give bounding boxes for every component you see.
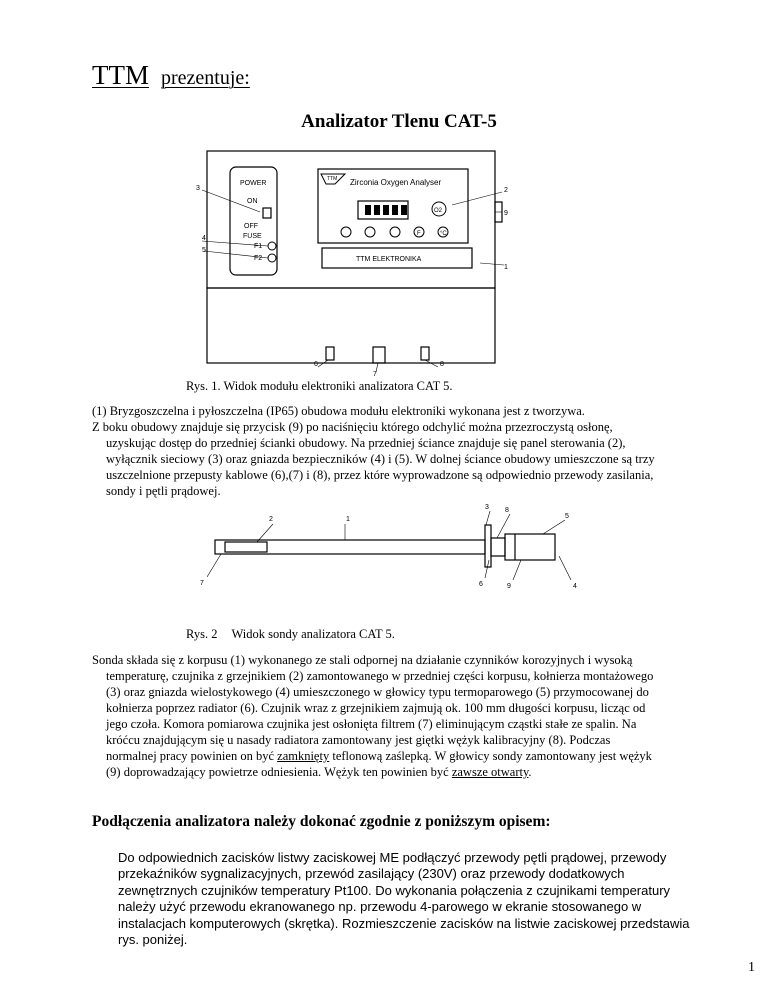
paragraph-line: Sonda składa się z korpusu (1) wykonanego ze stali odpornej na działanie czynników korozyjnych i wysoką bbox=[92, 653, 633, 667]
figure2-caption-text: Widok sondy analizatora CAT 5. bbox=[231, 627, 395, 641]
paragraph-line: Z boku obudowy znajduje się przycisk (9) po naciśnięciu którego odchylić można przezroczystą osłonę, bbox=[92, 420, 613, 434]
probe-callout-1: 1 bbox=[346, 516, 350, 523]
paragraph-line: uszczelnione przepusty kablowe (6),(7) i (8), przez które wyprowadzone są odpowiednio przewody zasilania, bbox=[106, 468, 654, 482]
panel-title: Zirconia Oxygen Analyser bbox=[350, 178, 442, 187]
paragraph-line: (9) doprowadzający powietrze odniesienia. Wężyk ten powinien być zawsze otwarty. bbox=[106, 765, 532, 779]
paragraph-line: wyłącznik sieciowy (3) oraz gniazda bezpieczników (4) i (5). W dolnej ściance obudowy umieszczone są trzy bbox=[106, 452, 655, 466]
probe-callout-3: 3 bbox=[485, 504, 489, 511]
callout-6: 6 bbox=[314, 361, 318, 368]
paragraph-line: uzyskując dostęp do przedniej ścianki obudowy. Na przedniej ściance znajduje się panel sterowania (2), bbox=[106, 436, 626, 450]
paragraph-line: normalnej pracy powinien on być zamknięty teflonową zaślepką. W głowicy sondy zamontowany jest wężyk bbox=[106, 749, 652, 763]
header-subtitle: prezentuje: bbox=[161, 67, 250, 89]
paragraph-line: jego czoła. Komora pomiarowa czujnika jest osłonięta filtrem (7) eliminującym cząstki stałe ze spalin. Na bbox=[106, 717, 637, 731]
panel-logo: TTM bbox=[327, 176, 338, 182]
key-f-label: F bbox=[417, 231, 421, 237]
probe-callout-2: 2 bbox=[269, 516, 273, 523]
probe-callout-8: 8 bbox=[505, 507, 509, 514]
f1-label: F1 bbox=[254, 243, 263, 250]
paragraph-line: kołnierza poprzez radiator (6). Czujnik wraz z grzejnikiem zajmują ok. 100 mm długości korpusu, licząc od bbox=[106, 701, 646, 715]
probe-callout-9: 9 bbox=[507, 583, 511, 590]
probe-radiator bbox=[491, 538, 505, 556]
probe-flange bbox=[485, 525, 491, 567]
probe-callout-4: 4 bbox=[573, 583, 577, 590]
figure-probe bbox=[185, 500, 595, 600]
company-label: TTM ELEKTRONIKA bbox=[356, 256, 422, 263]
callout-5: 5 bbox=[202, 247, 206, 254]
paragraph-line: króćcu znajdującym się u nasady radiatora zamontowany jest giętki wężyk kalibracyjny (8). Podczas bbox=[106, 733, 611, 747]
figure1-caption: Rys. 1. Widok modułu elektroniki analizatora CAT 5. bbox=[186, 379, 453, 393]
figure2-caption-number: Rys. 2 bbox=[186, 627, 218, 641]
figure-electronics-module bbox=[190, 145, 530, 380]
probe-head bbox=[505, 534, 555, 560]
callout-4: 4 bbox=[202, 235, 206, 242]
paragraph-line: sondy i pętli prądowej. bbox=[106, 484, 221, 498]
key-c-label: °C bbox=[440, 231, 447, 237]
probe-callout-7: 7 bbox=[200, 580, 204, 587]
power-label: POWER bbox=[240, 180, 267, 187]
document-title: Analizator Tlenu CAT-5 bbox=[301, 111, 497, 132]
emphasis-closed: zamknięty bbox=[277, 749, 330, 763]
emphasis-always-open: zawsze otwarty bbox=[451, 765, 529, 779]
o2-label: O2 bbox=[434, 208, 443, 214]
probe-sensor bbox=[225, 542, 267, 552]
page-header bbox=[92, 60, 250, 91]
callout-9: 9 bbox=[504, 210, 508, 217]
page-number: 1 bbox=[748, 960, 755, 975]
callout-2a: 2 bbox=[504, 187, 508, 194]
callout-8: 8 bbox=[440, 361, 444, 368]
callout-7: 7 bbox=[373, 371, 377, 378]
probe-callout-6: 6 bbox=[479, 581, 483, 588]
probe-callout-5: 5 bbox=[565, 513, 569, 520]
fuse-label: FUSE bbox=[243, 233, 262, 240]
callout-3: 3 bbox=[196, 185, 200, 192]
off-label: OFF bbox=[244, 223, 258, 230]
on-label: ON bbox=[247, 198, 258, 205]
callout-1: 1 bbox=[504, 264, 508, 271]
figure2-caption bbox=[186, 627, 395, 642]
brand-name: TTM bbox=[92, 60, 149, 90]
f2-label: F2 bbox=[254, 255, 263, 262]
paragraph-line: (3) oraz gniazda wielostykowego (4) umieszczonego w głowicy typu termoparowego (5) przymocowanej do bbox=[106, 685, 649, 699]
paragraph-probe bbox=[92, 652, 732, 780]
enclosure-lower bbox=[207, 288, 495, 363]
paragraph-line: temperaturę, czujnika z grzejnikiem (2) zamontowanego w przedniej części korpusu, kołnierza montażowego bbox=[106, 669, 654, 683]
paragraph-line: (1) Bryzgoszczelna i pyłoszczelna (IP65) obudowa modułu elektroniki wykonana jest z tworzywa. bbox=[92, 404, 585, 418]
section-heading: Podłączenia analizatora należy dokonać zgodnie z poniższym opisem: bbox=[92, 813, 551, 830]
connection-note: Do odpowiednich zacisków listwy zaciskowej ME podłączyć przewody pętli prądowej, przewody przekaźników sygnalizacyjnych, przewód zasilający (230V) oraz przewody dodatkowych zewnętrznych czujników temperatury Pt100. Do wykonania połączenia z czujnikami temperatury należy użyć przewodu ekranowanego np. przewodu 4-parowego w ekranie stosowanego w instalacjach komputerowych (skrętka). Rozmieszczenie zacisków na listwie zaciskowej przedstawia rys. poniżej. bbox=[118, 850, 690, 948]
paragraph-module bbox=[92, 403, 732, 499]
